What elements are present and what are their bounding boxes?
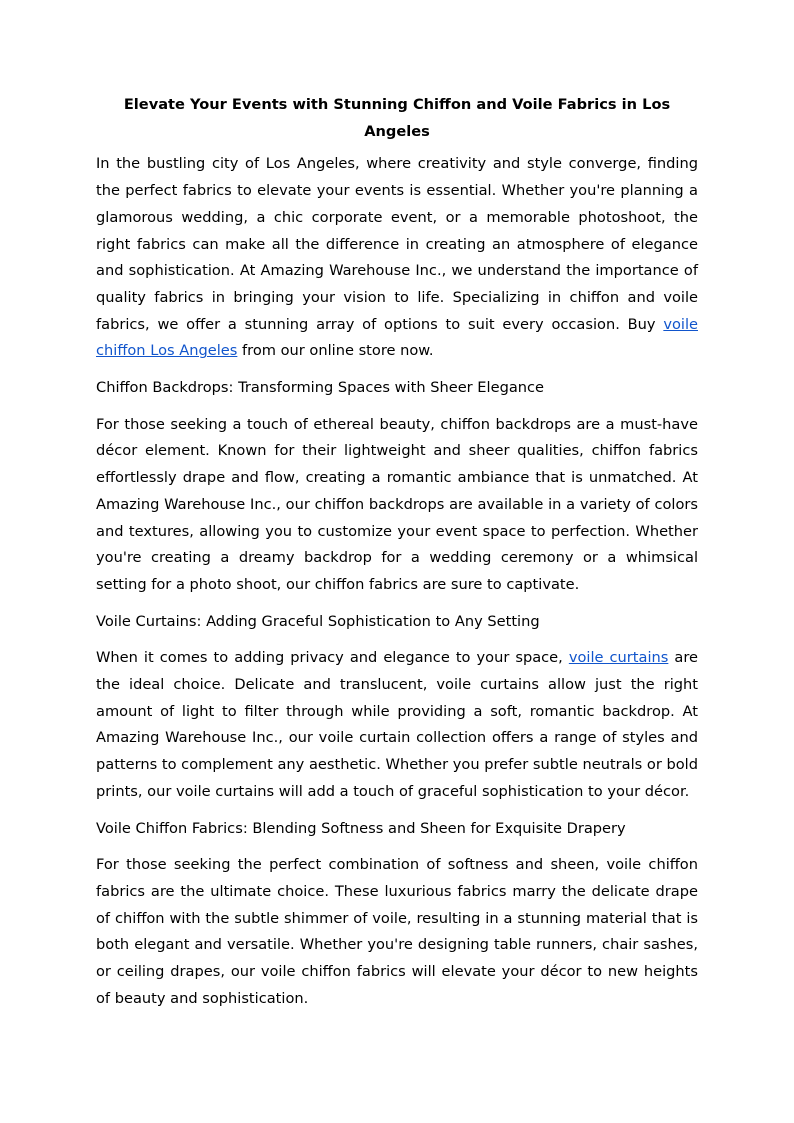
voile-chiffon-link[interactable]: voile chiffon Los Angeles <box>96 315 698 360</box>
section-heading-chiffon-backdrops: Chiffon Backdrops: Transforming Spaces with Sheer Elegance <box>96 379 545 397</box>
voile-curtains-link[interactable]: voile curtains <box>568 649 669 667</box>
voile-curtains-text-end: are the ideal choice. Delicate and translucent, voile curtains allow just the right amount of light to filter through while providing a soft, romantic backdrop. At Amazing Warehouse Inc., our voile curtain collection offers a range of styles and patterns to complement any aesthetic. Whether you prefer subtle neutrals or bold prints, our voile curtains will add a touch of graceful sophistication to your décor. <box>96 649 698 800</box>
intro-paragraph <box>96 151 698 365</box>
section-body-voile-curtains <box>96 645 698 805</box>
voile-curtains-text: When it comes to adding privacy and elegance to your space, <box>96 649 569 667</box>
intro-text: In the bustling city of Los Angeles, where creativity and style converge, finding the perfect fabrics to elevate your events is essential. Whether you're planning a glamorous wedding, a chic corporate event, or a memorable photoshoot, the right fabrics can make all the difference in creating an atmosphere of elegance and sophistication. At Amazing Warehouse Inc., we understand the importance of quality fabrics in bringing your vision to life. Specializing in chiffon and voile fabrics, we offer a stunning array of options to suit every occasion. Buy <box>96 155 698 333</box>
document-page <box>96 92 698 1023</box>
section-body-voile-chiffon-fabrics: For those seeking the perfect combination of softness and sheen, voile chiffon fabrics are the ultimate choice. These luxurious fabrics marry the delicate drape of chiffon with the subtle shimmer of voile, resulting in a stunning material that is both elegant and versatile. Whether you're designing table runners, chair sashes, or ceiling drapes, our voile chiffon fabrics will elevate your décor to new heights of beauty and sophistication. <box>96 856 698 1007</box>
intro-text-end: from our online store now. <box>237 342 434 360</box>
document-title: Elevate Your Events with Stunning Chiffon and Voile Fabrics in Los Angeles <box>123 96 671 140</box>
section-body-chiffon-backdrops: For those seeking a touch of ethereal beauty, chiffon backdrops are a must-have décor element. Known for their lightweight and sheer qualities, chiffon fabrics effortlessly drape and flow, creating a romantic ambiance that is unmatched. At Amazing Warehouse Inc., our chiffon backdrops are available in a variety of colors and textures, allowing you to customize your event space to perfection. Whether you're creating a dreamy backdrop for a wedding ceremony or a whimsical setting for a photo shoot, our chiffon fabrics are sure to captivate. <box>96 415 698 593</box>
section-heading-voile-chiffon-fabrics: Voile Chiffon Fabrics: Blending Softness and Sheen for Exquisite Drapery <box>96 819 626 837</box>
section-heading-voile-curtains: Voile Curtains: Adding Graceful Sophistication to Any Setting <box>96 612 540 630</box>
